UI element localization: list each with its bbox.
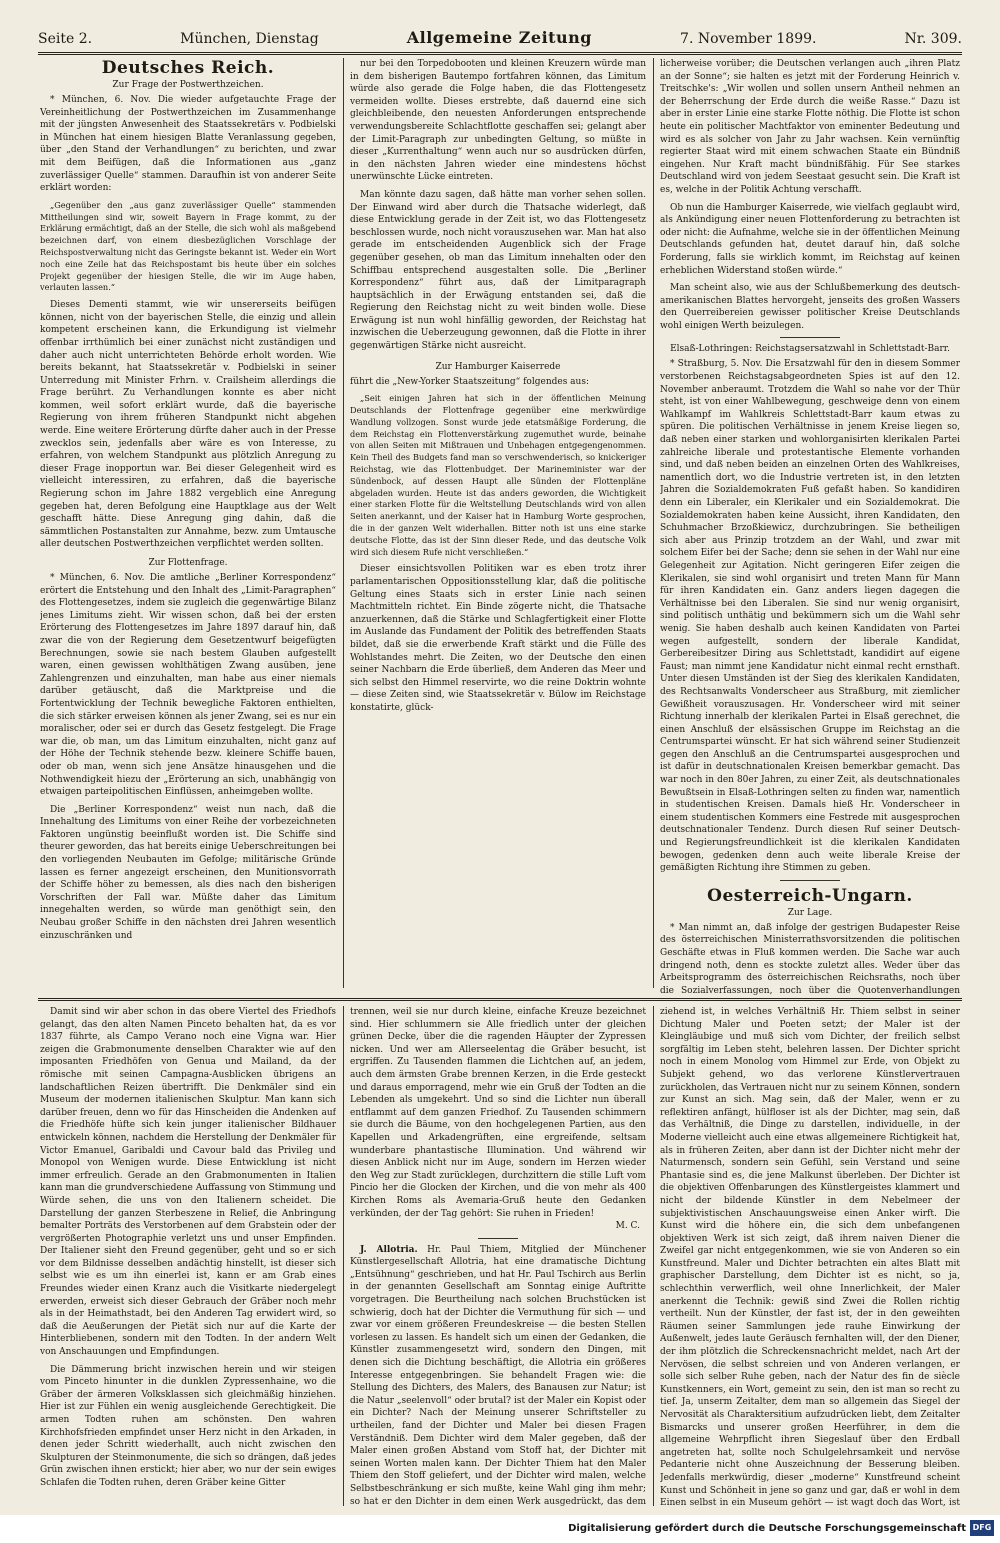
subheading-flottenfrage: Zur Flottenfrage.: [148, 558, 228, 568]
funding-credit: Digitalisierung gefördert durch die Deutsche Forschungsgemeinschaft: [568, 1523, 966, 1534]
digitization-footer: [0, 1515, 1000, 1543]
feuilleton-paragraph: trennen, weil sie nur durch kleine, einfache Kreuze bezeichnet sind. Hier schlummern sie Alle friedlich unter der gleichen grünen Decke, über die die ragenden Häupter der Zypressen nicken. Und wer am Allerseelentag die Gräber besucht, ist ergriffen. Zu Tausenden flammen die Lichtchen auf, an jedem, auch dem ärmsten Grabe brennen Kerzen, in die Erde gesteckt und daraus emporragend, mehr wie ein Gruß der Todten an die Lebenden als umgekehrt. Und so sind die Lichter nun überall entflammt auf dem ganzen Friedhof. Zu Tausenden schimmern sie durch die Bäume, von den hochgelegenen Partien, aus den Kapellen und Arkadengrüften, eine ergreifende, seltsam wunderbare phantastische Illumination. Und während wir diesen Anblick nicht nur im Auge, sondern im Herzen wieder den Weg zur Stadt zurücklegen, durchzittern die stille Luft vom Pincio her die Glocken der Kirchen, und die von mehr als 400 Kirchen Roms als Avemaria-Gruß heute den Gedanken verkünden, der der Tag gehört: Sie ruhen in Frieden!: [350, 1007, 646, 1219]
column-divider: [653, 58, 654, 988]
author-signature: M. C.: [615, 1221, 640, 1232]
section-title-oesterreich: Oesterreich-Ungarn.: [707, 885, 913, 906]
article-paragraph: Man könnte dazu sagen, daß hätte man vorher sehen sollen. Der Einwand wird aber durch die Thatsache widerlegt, daß diese Entwicklung gerade in der Zeit ist, wo das Flottengesetz beschlossen wurde, noch nicht vorauszusehen war. Man hat also gerade im entscheidenden Augenblick sich der Frage gegenüber gesehen, ob man das Limitum innehalten oder den Schiffbau entsprechend ausgestalten solle. Die „Berliner Korrespondenz“ führt aus, daß der Limitparagraph hauptsächlich in der Erwägung entstanden sei, daß die Regierung den Reichstag nicht zu weit binden wolle. Diese Erwägung ist nun wohl hinfällig geworden, der Reichstag hat inzwischen die Ueberzeugung gewonnen, daß die Flotte in ihrer gegenwärtigen Stärke nicht ausreicht.: [350, 189, 646, 352]
article-quote: „Gegenüber den „aus ganz zuverlässiger Quelle“ stammenden Mittheilungen sind wir, soweit Bayern in Frage kommt, zu der Erklärung ermächtigt, daß an der Stelle, die sich wohl als maßgebend bezeichnen darf, von einem diesbezüglichen Vorschlage der Reichspostverwaltung nicht das Geringste bekannt ist. Weder ein Wort noch eine Zeile hat das Reichspostamt bis heute über ein solches Projekt gegenüber der hiesigen Stelle, die wir im Auge haben, verlauten lassen.“: [40, 199, 336, 293]
article-paragraph: Man scheint also, wie aus der Schlußbemerkung des deutsch-amerikanischen Blattes hervorgeht, jenseits des großen Wassers den Querreibereien gewisser politischer Kreise Deutschlands wohl einigen Werth beizulegen.: [660, 283, 960, 331]
column-3: [660, 58, 960, 996]
article-lead: führt die „New-Yorker Staatszeitung“ folgendes aus:: [350, 376, 589, 387]
feuilleton-column-1: [40, 1006, 336, 1509]
feuilleton-paragraph: ziehend ist, in welches Verhältniß Hr. Thiem selbst in seiner Dichtung Maler und Poeten setzt; der Maler ist der Kleingläubige und muß sich vom Dichter, der freilich selbst sorgfältig im Leben steht, belehren lassen. Der Dichter spricht noch in einem Monolog vom Himmel zur Erde, von Objekt zu Subjekt gehend, wo das verlorene Künstlervertrauen zurückholen, das Vertrauen nicht nur zu seinem Können, sondern zur Kunst an sich. Mag sein, daß der Maler, wenn er zu reflektiren anfängt, hülfloser ist als der Dichter, mag sein, daß das Verhältniß, die Dinge zu darstellen, individuelle, in der Moderne vielleicht auch eine etwas allgemeinere Richtigkeit hat, als in früheren Zeiten, aber dann ist der Dichter nicht mehr der Naturmensch, sondern sein Gefühl, sein Verstand und seine Phantasie sind es, die jene Malkunst überleben. Der Dichter ist die objektiven Offenbarungen des Künstlergeistes klammert und nicht der bildende Künstler in dem Nebelmeer der subjektivistischen Anschauungsweise einen Anker wirft. Die Kunst wird die höhere ein, die sich dem unbefangenen objektiven Werk ist sich zeigt, daß ihrem naiven Diener die Zweifel gar nicht entgegenkommen, wie sie von Anderen so ein Kunstfreund. Maler und Dichter betrachten ein altes Blatt mit graphischer Darstellung, dem Dichter ist es nicht, so ja, schlechthin verwerflich, weil ohne Innerlichkeit, der Maler anerkennt die Technik: gewiß sind Zwei die Rollen richtig vertheilt. Nun der Künstler, der fast ist, der in den geweihten Räumen seiner Sammlungen jede rauhe Einwirkung der Außenwelt, jedes laute Geräusch fernhalten will, der den Diener, der ihm plötzlich die Schreckensnachricht meldet, nach Art der Nervösen, die selbst schreien und von Anderen verlangen, er solle sich selber Ruhe geben, nach der Natur des fin de siècle Kunstkenners, ein Wort, gemeint zu sein, den ist man so recht zu tief. Ja, unserm Zeitalter, dem man so allgemein das Siegel der Nervosität als Charaktersitium aufzudrücken liebt, dem Zeitalter Bismarcks und unserer großen Heerführer, in dem die allgemeine Wehrpflicht ihren Siegeslauf über den Erdball angetreten hat, sollte noch Schulgelehrsamkeit und nervöse Pedanterie nicht ohne Auszeichnung der Besserung bleiben. Jedenfalls merkwürdig, dieser „moderne“ Kunstfreund scheint Kunst und Schönheit in jene so ganz und gar, daß er wohl in dem Einen selbst in ein Museum gehört — ist wagt doch das Wort, ist: [660, 1007, 960, 1509]
subheading-zur-lage: Zur Lage.: [787, 907, 833, 918]
article-paragraph: * Straßburg, 5. Nov. Die Ersatzwahl für den in diesem Sommer verstorbenen Reichstagsabgeordneten Spies ist auf den 12. November anberaumt. Trotzdem die Wahl so nahe vor der Thür steht, ist von einer Wahlbewegung, geschweige denn von einem Wahlkampf im Wahlkreis Schlettstadt-Barr kaum etwas zu spüren. Die politischen Verhältnisse in jenem Kreise liegen so, daß neben einer starken und wohlorganisirten klerikalen Partei zahlreiche liberale und protestantische Elemente vorhanden sind, und daß neben beiden an einzelnen Orten des Wahlkreises, namentlich dort, wo die Industrie vertreten ist, in den letzten Jahren die Sozialdemokraten Fuß gefaßt haben. So kandidiren denn ein Liberaler, ein Klerikaler und ein Sozialdemokrat. Die Sozialdemokraten haben keine Aussicht, ihren Kandidaten, den Schuhmacher Brzoßkiewicz, durchzubringen. Sie betheiligen sich aber aus Prinzip trotzdem an der Wahl, und zwar mit solchem Eifer bei der Sache; denn sie sehen in der Wahl nur eine Gelegenheit zur Agitation. Nicht geringeren Eifer zeigen die Klerikalen, sie sind wohl organisirt und treten Mann für Mann für ihren Kandidaten ein. Ganz anders liegen dagegen die Verhältnisse bei den Liberalen. Sie sind nur wenig organisirt, sind politisch unthätig und bekümmern sich um die Wahl sehr wenig. Sie haben deshalb auch keinen Kandidaten von Partei wegen aufgestellt, sondern der liberale Kandidat, Gerbereibesitzer Diring aus Schlettstadt, kandidirt auf eigene Faust; man nimmt jene Kandidatur nicht einmal recht ernsthaft. Unter diesen Umständen ist der Sieg des klerikalen Kandidaten, des Rechtsanwalts Vonderscheer aus Straßburg, mit ziemlicher Gewißheit vorauszusagen. Hr. Vonderscheer wird mit seiner Richtung innerhalb der klerikalen Partei in Elsaß gerechnet, die einen Anschluß der elsässischen Gruppe im Reichstag an die Centrumspartei wünscht. Er hat sich während seiner Studienzeit gegen den Anschluß an die Centrumspartei ausgesprochen und ist dafür in deutschnationalen Kreisen bemerkbar gemacht. Das war noch in den 80er Jahren, zu einer Zeit, als deutschnationales Bewußtsein in Elsaß-Lothringen selten zu finden war, namentlich in studentischen Kreisen. Damals hieß Hr. Vonderscheer in einem studentischen Kommers eine Festrede mit ausgesprochen deutschnationaler Tendenz. Durch diesen Ruf seiner Deutsch- und Regierungsfreundlichkeit ist die klerikalen Kandidaten bewogen, gedenken denn auch weite liberale Kreise der gemäßigten Richtung ihre Stimmen zu geben.: [660, 359, 960, 874]
dfg-logo-icon: DFG: [970, 1520, 994, 1536]
article-paragraph: Ob nun die Hamburger Kaiserrede, wie vielfach geglaubt wird, als Ankündigung einer neuen Flottenforderung zu betrachten ist oder nicht: die Aufnahme, welche sie in der öffentlichen Meinung Deutschlands gefunden hat, deutet darauf hin, daß solche Forderung, falls sie wirklich kommt, im Reichstag auf keinen erheblichen Widerstand stoßen würde.“: [660, 202, 960, 276]
article-paragraph: * Man nimmt an, daß infolge der gestrigen Budapester Reise des österreichischen Ministerrathsvorsitzenden die politischen Geschäfte etwas in Fluß kommen werden. Die Sache war auch dringend noth, denn es stockte zuletzt alles. Weder über das Arbeitsprogramm des österreichischen Reichsraths, noch über die Sozialverfassungen, noch über die Quotenverhandlungen: [660, 922, 960, 996]
issue-date: 7. November 1899.: [680, 31, 817, 47]
page-header: [38, 28, 962, 52]
article-paragraph: Dieses Dementi stammt, wie wir unsererseits beifügen können, nicht von der bayerischen Stelle, die einzig und allein kompetent erscheinen kann, die Erkundigung ist vielmehr offenbar irrthümlich bei einer zunächst nicht zuständigen und daher auch nicht unterrichteten Behörde erholt worden. Wie bereits bekannt, hat Staatssekretär v. Podbielski in seiner Unterredung mit Minister Frhrn. v. Crailsheim allerdings die Frage berührt. Zu Verhandlungen konnte es aber nicht kommen, weil sofort erklärt wurde, daß die bayerische Regierung von ihrem früheren Standpunkt nicht abgehen werde. Eine weitere Erörterung dürfte daher auch in der Presse zwecklos sein, jedenfalls aber wäre es von Interesse, zu erfahren, von welchem Standpunkt aus plötzlich Anregung zu dieser Frage inopportun war. Bei dieser Gelegenheit wird es vielleicht interessiren, zu erfahren, daß die bayerische Regierung schon im Jahre 1882 vergeblich eine Anregung gegeben hat, deren Befolgung eine Hauptklage aus der Welt geschafft hätte. Diese Anregung ging dahin, daß die sämmtlichen Postanstalten zur Annahme, bezw. zum Umtausche aller deutschen Postwerthzeichen verpflichtet werden sollten.: [40, 300, 336, 550]
feuilleton-paragraph: Hr. Paul Thiem, Mitglied der Münchener Künstlergesellschaft Allotria, hat eine dramatische Dichtung „Entsühnung“ geschrieben, und hat Hr. Paul Tschirch aus Berlin in der genannten Gesellschaft am Sonntag einige Auftritte vorgetragen. Die Beurtheilung nach solchen Bruchstücken ist schwierig, doch hat der Dichter die Vermuthung für sich — und zwar vor einem größeren Freundeskreise — die besten Stellen vorlesen zu lassen. Es handelt sich um einen der Gedanken, die Künstler zusammengesetzt wird, sondern den Dingen, mit denen sich die Dichtung beschäftigt, die Allotria ein größeres Interesse entgegenbringen. Sie behandelt Fragen wie: die Stellung des Dichters, des Malers, des Banausen zur Natur; ist die Natur „seelenvoll“ oder brutal? ist der Maler ein Kopist oder ein Dichter? Nach der Meinung unserer Schriftsteller zu urtheilen, fand der Dichter und Maler bei diesen Fragen Verständniß. Dem Dichter wird dem Maler gegeben, daß der Maler einen großen Abstand vom Stoff hat, der Dichter mit seinen Worten malen kann. Der Dichter Thiem hat den Maler Thiem den Stoff geliefert, und der Dichter wird malen, welche Selbstbeschränkung er sich mußte, keine Wahl ging ihm mehr; so hat er den Dichter in dem einen Werk ausgedrückt, das dem: [350, 1244, 646, 1507]
feuilleton-paragraph: Die Dämmerung bricht inzwischen herein und wir steigen vom Pinceto hinunter in die dunklen Zypressenhaine, wo die Gräber der ärmeren Volksklassen sich gleichmäßig hinziehen. Hier ist zur Fühlen ein wenig ausgleichende Gerechtigkeit. Die armen Todten ruhen am schönsten. Den wahren Kirchhofsfrieden empfindet unser Herz nicht in den Arkaden, in denen jeder Schritt wiederhallt, auch nicht zwischen den Skulpturen der Steinmonumente, die sich so drängen, daß jedes Grün zwischen ihnen erstickt; hier aber, wo nur der sein ewiges Schlafen die Todten ruhen, deren Gräber keine Gitter: [40, 1364, 336, 1488]
header-rule: [38, 52, 962, 55]
article-quote: „Seit einigen Jahren hat sich in der öffentlichen Meinung Deutschlands der Flottenfrage gegenüber eine merkwürdige Wandlung vollzogen. Sonst wurde jede etatsmäßige Forderung, die dem Reichstag ein Flottenverstärkung zugemuthet wurde, beinahe von allen Seiten mit Mißtrauen und Unbehagen entgegengenommen. Kein Theil des Budgets fand man so verschwenderisch, so knickeriger Reichstag, wie das Flottenbudget. Der Marineminister war der Sündenbock, auf dessen Haupt alle Sünden der Flottenpläne abgeladen wurden. Heute ist das anders geworden, die Wichtigkeit einer starken Flotte für die Weltstellung Deutschlands wird von allen Seiten anerkannt, und der Kaiser hat in Hamburg Worte gesprochen, die in der ganzen Welt widerhallen. Bitter noth ist uns eine starke deutsche Flotte, das ist der Sinn dieser Rede, und das deutsche Volk wird sich diesem Rufe nicht verschließen.“: [350, 393, 646, 557]
feuilleton-rule: [38, 998, 962, 1001]
article-paragraph: * München, 6. Nov. Die wieder aufgetauchte Frage der Vereinheitlichung der Postwerthzeichen im Zusammenhange mit der jüngsten Anwesenheit des Staatssekretärs v. Podbielski in München hat einem hiesigen Blatte Veranlassung gegeben, über „den Stand der Verhandlungen“ zu berichten, und zwar mit dem Beifügen, daß die Informationen aus „ganz zuverlässiger Quelle“ stammen. Daraufhin ist von anderer Seite erklärt worden:: [40, 95, 336, 194]
column-divider: [653, 1006, 654, 1506]
column-divider: [343, 58, 344, 988]
article-paragraph: Dieser einsichtsvollen Politiken war es eben trotz ihrer parlamentarischen Oppositionsstellung klar, daß die politische Geltung eines Staats sich in erster Linie nach seinen Machtmitteln richtet. Ein Binde zögerte nicht, die Thatsache anzuerkennen, daß die Stärke und Schlagfertigkeit einer Flotte im Auslande das Fundament der Politik des betreffenden Staats bildet, daß sie die erwerbende Kraft stärkt und die Fülle des Wohlstandes mehrt. Die Zeiten, wo der Deutsche den einen seiner Nachbarn die Erde überließ, dem Anderen das Meer und sich selbst den Himmel reservirte, wo die reine Doktrin wohnte — diese Zeiten sind, wie Staatssekretär v. Bülow im Reichstage konstatirte, glück-: [350, 564, 646, 713]
separator: [478, 1238, 518, 1239]
place-day: München, Dienstag: [180, 31, 319, 47]
column-1: [40, 58, 336, 996]
section-title-deutsches-reich: Deutsches Reich.: [101, 58, 275, 78]
subheading-elsass: Elsaß-Lothringen: Reichstagsersatzwahl in Schlettstadt-Barr.: [670, 344, 950, 355]
separator: [780, 880, 840, 881]
page-number: Seite 2.: [38, 31, 93, 47]
article-paragraph: * München, 6. Nov. Die amtliche „Berliner Korrespondenz“ erörtert die Entstehung und den Inhalt des „Limit-Paragraphen“ des Flottengesetzes, indem sie zugleich die gegenwärtige Bilanz jenes Limitums zieht. Wir wissen schon, daß bei der ersten Erörterung des Flottengesetzes im Jahre 1897 darauf hin, daß zwar die von der Regierung dem Gesetzentwurf beigefügten Berechnungen, sowie sie nach bestem Glauben aufgestellt waren, einen gewissen wohlthätigen Zwang ausüben, jene Zahlengrenzen und einzuhalten, man habe aus einer niemals darüber getäuscht, daß die Marktpreise und die Fortentwicklung der Technik bewegliche Faktoren enthielten, die sich stärker erweisen können als jener Zwang, sei es nur ein moralischer, oder sei er durch das Gesetz festgelegt. Die Frage war die, ob man, um das Limitum einzuhalten, nicht ganz auf der Höhe der Technik stehende bezw. kleinere Schiffe bauen, oder ob man, wenn sich jene Ansätze hinausgehen und die Nothwendigkeit hiezu der „Erörterung an sich, unabhängig von etwaigen parteipolitischen Einflüssen, anheimgeben wollte.: [40, 573, 336, 798]
subheading-postwerthzeichen: Zur Frage der Postwerthzeichen.: [112, 80, 264, 90]
rubric-heading: J. Allotria.: [360, 1244, 418, 1255]
separator: [780, 337, 840, 338]
article-paragraph: nur bei den Torpedobooten und kleinen Kreuzern würde man in dem bisherigen Bautempo fortfahren können, das Limitum würde also gerade die Folge haben, die das Flottengesetz vermeiden wollte. Dieses erstrebte, daß dauernd eine sich gleichbleibende, den neuesten Anforderungen entsprechende verwendungsbereite Schlachtflotte geschaffen sei; gelangt aber der Limit-Paragraph zur unbedingten Geltung, so müßte in dieser „Kurrenthaltung“ wenn auch nur so ausdrücken dürfen, in den nächsten Jahren wieder eine mindestens höchst unerwünschte Lücke eintreten.: [350, 59, 646, 183]
column-divider: [343, 1006, 344, 1506]
column-2: [350, 58, 646, 996]
feuilleton-paragraph: Damit sind wir aber schon in das obere Viertel des Friedhofs gelangt, das den alten Namen Pinceto behalten hat, da es vor 1837 führte, als Campo Verano noch eine Vigna war. Hier zeigen die Grabmonumente denselben Charakter wie auf den imposanten Friedhöfen von Genua und Mailand, da der römische mit seinen Campagna-Ausblicken übrigens an landschaftlichen Reizen übertrifft. Die Denkmäler sind ein Museum der modernen italienischen Skulptur. Man kann sich darüber freuen, denn wo für das Hinscheiden die Andenken auf die Friedhöfe hüfte sich kein junger italienischer Bildhauer entwickeln können, nachdem die Herstellung der Denkmäler für Victor Emanuel, Garibaldi und Cavour bald das Privileg und Monopol von Wenigen wurde. Diese Entwicklung ist nicht immer erfreulich. Gerade an den Grabmonumenten in Italien kann man die grundverschiedene Auffassung von Stimmung und Würde sehen, die uns von den Italienern scheidet. Die Darstellung der ganzen Sterbeszene in Relief, die Anbringung bemalter Porträts des Verstorbenen auf dem Grabstein oder der vergrößerten Photographie verletzt uns und unser Empfinden. Der Italiener sieht den Freund gegenüber, geht und so er sich vor dem Bildnisse desselben andächtig hinstellt, ist dieser sich selbst wie es um ihn einerlei ist, kann er am Grab eines Freundes wieder einen Kranz auch die Visitkarte niedergelegt erwerden, erweist sich dieser Gebrauch der Gräber noch mehr als in der Heimathstadt, bei den Anderen Tag erwidert wird, so daß die Aeußerungen der Pietät sich nur auf die Karte der Hinterbliebenen, sondern mit den Todten. In der andern Welt von Anschauungen und Empfindungen.: [40, 1007, 336, 1358]
feuilleton-column-2: [350, 1006, 646, 1509]
newspaper-title: Allgemeine Zeitung: [406, 28, 592, 47]
subheading-kaiserrede: Zur Hamburger Kaiserrede: [435, 361, 561, 372]
article-paragraph: licherweise vorüber; die Deutschen verlangen auch „ihren Platz an der Sonne“; sie halten es jetzt mit der Forderung Heinrich v. Treitschke's: „Wir wollen und sollen unsern Antheil nehmen an der Beherrschung der Erde durch die weiße Rasse.“ Dazu ist aber in erster Linie eine starke Flotte nöthig. Die Flotte ist schon heute ein politischer Machtfaktor von eminenter Bedeutung und wird es als solcher von Jahr zu Jahr wachsen. Kein vernünftig regierter Staat wird mit einem schwachen Staate ein Bündniß eingehen. Nur Kraft macht bündnißfähig. Für See starkes Deutschland wird von jedem Seestaat gesucht sein. Die Kraft ist es, welche in der Politik Achtung verschafft.: [660, 59, 960, 195]
article-paragraph: Die „Berliner Korrespondenz“ weist nun nach, daß die Innehaltung des Limitums von einer Reihe der vorbezeichneten Faktoren ungünstig beeinflußt worden ist. Die Schiffe sind theurer geworden, das hat bereits einige Ueberschreitungen bei den vorliegenden Neubauten im Gefolge; militärische Gründe lassen es ferner angezeigt erscheinen, den Munitionsvorrath der Schiffe höher zu bemessen, als dies nach den bisherigen Vorschriften der Fall war. Müßte daher das Limitum innegehalten werden, so würde man genöthigt sein, den Neubau großer Schiffe in den nächsten drei Jahren wesentlich einzuschränken und: [40, 804, 336, 941]
issue-number: Nr. 309.: [904, 31, 962, 47]
feuilleton-column-3: [660, 1006, 960, 1509]
